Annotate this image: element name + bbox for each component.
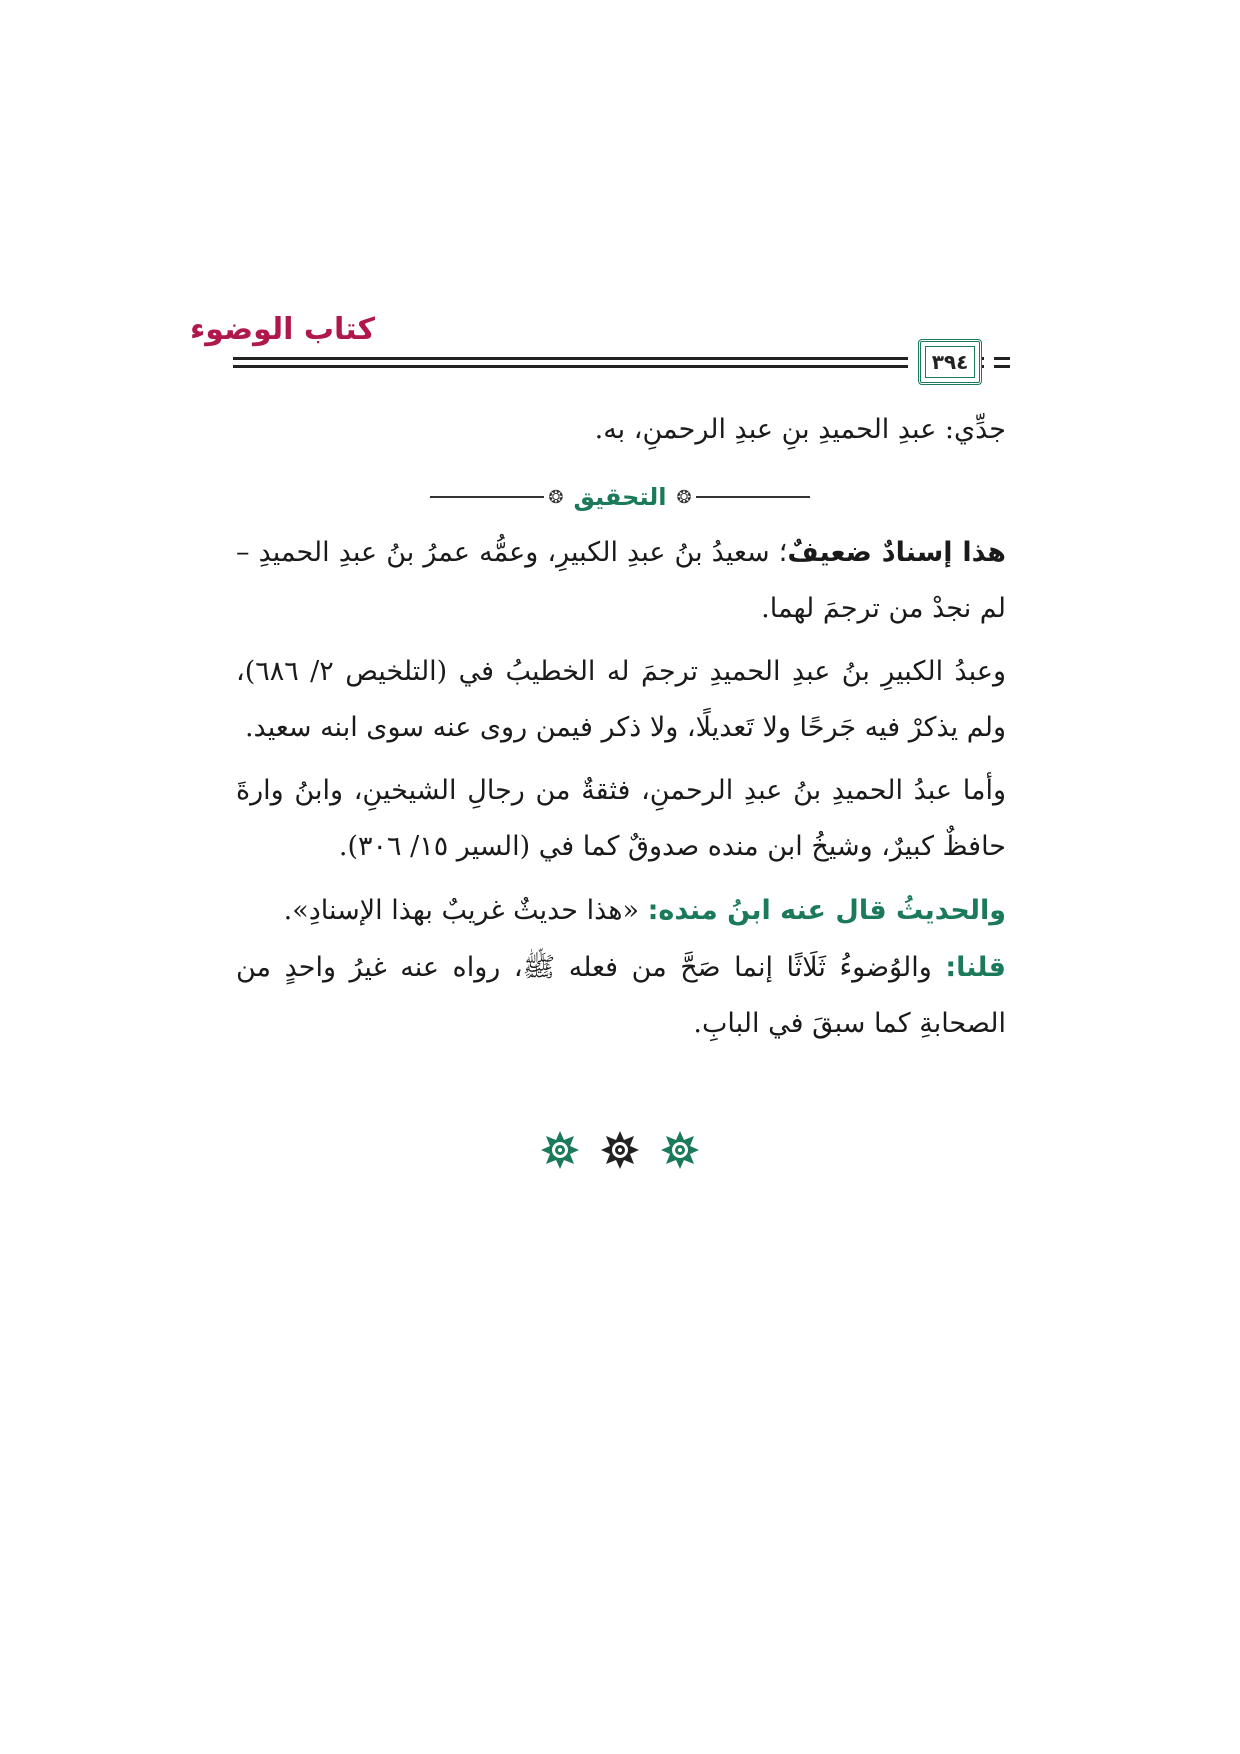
paragraph-1 bbox=[236, 525, 1006, 637]
ornament-icon: ❂ bbox=[548, 486, 564, 508]
divider-line-left bbox=[430, 496, 544, 498]
section-divider bbox=[430, 482, 810, 512]
paragraph-5-text: والوُضوءُ ثَلَاثًا إنما صَحَّ من فعله ﷺ، رواه عنه غيرُ واحدٍ من الصحابةِ كما سبقَ في البابِ. bbox=[236, 952, 1006, 1039]
rule-gap-left bbox=[908, 352, 918, 372]
star-ornament-icon bbox=[660, 1130, 700, 1170]
paragraph-5 bbox=[236, 940, 1006, 1052]
paragraph-2: وعبدُ الكبيرِ بنُ عبدِ الحميدِ ترجمَ له الخطيبُ في (التلخيص ٢/ ٦٨٦)، ولم يذكرْ فيه جَرحًا ولا تَعديلًا، ولا ذكر فيمن روى عنه سوى ابنه سعيد. bbox=[236, 656, 1006, 743]
divider-line-right bbox=[696, 496, 810, 498]
page-number-frame bbox=[918, 339, 982, 385]
paragraph-1-bold: هذا إسنادٌ ضعيفٌ bbox=[787, 537, 1007, 568]
star-ornament-icon bbox=[540, 1130, 580, 1170]
end-ornaments bbox=[540, 1125, 700, 1175]
paragraph-4-label: والحديثُ قال عنه ابنُ منده: bbox=[647, 895, 1006, 926]
text-line-1: جدِّي: عبدِ الحميدِ بنِ عبدِ الرحمنِ، به. bbox=[594, 414, 1006, 445]
paragraph-1-text: ؛ سعيدُ بنُ عبدِ الكبيرِ، وعمُّه عمرُ بنُ عبدِ الحميدِ – لم نجدْ من ترجمَ لهما. bbox=[236, 537, 1006, 624]
page-number: ٣٩٤ bbox=[925, 346, 975, 378]
star-ornament-icon bbox=[600, 1130, 640, 1170]
paragraph-5-label: قلنا: bbox=[945, 952, 1006, 983]
header-rule-bottom bbox=[233, 365, 1010, 368]
rule-gap-right bbox=[984, 352, 994, 372]
ornament-icon: ❂ bbox=[676, 486, 692, 508]
header-rule-top bbox=[233, 357, 1010, 360]
paragraph-4-text: «هذا حديثٌ غريبٌ بهذا الإسنادِ». bbox=[283, 895, 648, 926]
paragraph-3: وأما عبدُ الحميدِ بنُ عبدِ الرحمنِ، فثقةٌ من رجالِ الشيخينِ، وابنُ وارةَ حافظٌ كبيرٌ، وشيخُ ابن منده صدوقٌ كما في (السير ١٥/ ٣٠٦). bbox=[236, 775, 1006, 862]
section-title: التحقيق bbox=[573, 483, 667, 511]
book-title: كتاب الوضوء bbox=[189, 312, 375, 347]
paragraph-4 bbox=[236, 883, 1006, 939]
